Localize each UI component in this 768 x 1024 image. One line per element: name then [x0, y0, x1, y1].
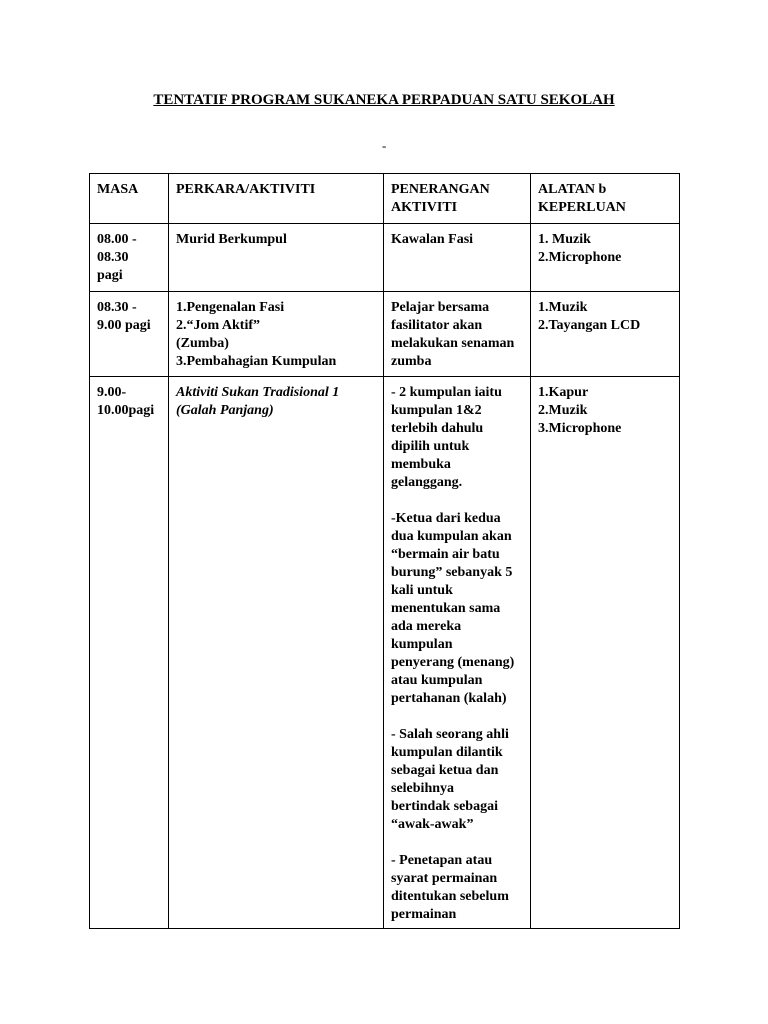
cell-alatan: 1.Muzik 2.Tayangan LCD [531, 292, 680, 377]
cell-alatan: 1.Kapur 2.Muzik 3.Microphone [531, 377, 680, 929]
cell-alatan: 1. Muzik 2.Microphone [531, 224, 680, 292]
header-penerangan: PENERANGAN AKTIVITI [384, 174, 531, 224]
separator-mark: - [382, 138, 387, 153]
table-header-row [90, 174, 680, 224]
document-title: TENTATIF PROGRAM SUKANEKA PERPADUAN SATU SEKOLAH [153, 92, 615, 108]
cell-penerangan [384, 377, 531, 929]
header-perkara: PERKARA/AKTIVITI [169, 174, 384, 224]
schedule-table [89, 173, 680, 929]
cell-masa: 08.30 - 9.00 pagi [90, 292, 169, 377]
table-row [90, 224, 680, 292]
cell-perkara: 1.Pengenalan Fasi 2.“Jom Aktif” (Zumba) 3.Pembahagian Kumpulan [169, 292, 384, 377]
description-paragraph: - 2 kumpulan iaitu kumpulan 1&2 terlebih dahulu dipilih untuk membuka gelanggang. [391, 385, 502, 490]
cell-masa: 9.00- 10.00pagi [90, 377, 169, 929]
cell-perkara: Murid Berkumpul [169, 224, 384, 292]
description-paragraph: - Penetapan atau syarat permainan ditentukan sebelum permainan [391, 853, 509, 922]
table-row [90, 377, 680, 929]
description-paragraph: - Salah seorang ahli kumpulan dilantik sebagai ketua dan selebihnya bertindak sebagai “awak-awak” [391, 727, 509, 832]
table-row [90, 292, 680, 377]
description-paragraph: -Ketua dari kedua dua kumpulan akan “bermain air batu burung” sebanyak 5 kali untuk menentukan sama ada mereka kumpulan penyerang (menang) atau kumpulan pertahanan (kalah) [391, 511, 515, 706]
header-alatan: ALATAN b KEPERLUAN [531, 174, 680, 224]
cell-penerangan: Pelajar bersama fasilitator akan melakukan senaman zumba [384, 292, 531, 377]
cell-penerangan: Kawalan Fasi [384, 224, 531, 292]
header-masa: MASA [90, 174, 169, 224]
cell-masa: 08.00 - 08.30 pagi [90, 224, 169, 292]
cell-perkara: Aktiviti Sukan Tradisional 1 (Galah Panjang) [169, 377, 384, 929]
